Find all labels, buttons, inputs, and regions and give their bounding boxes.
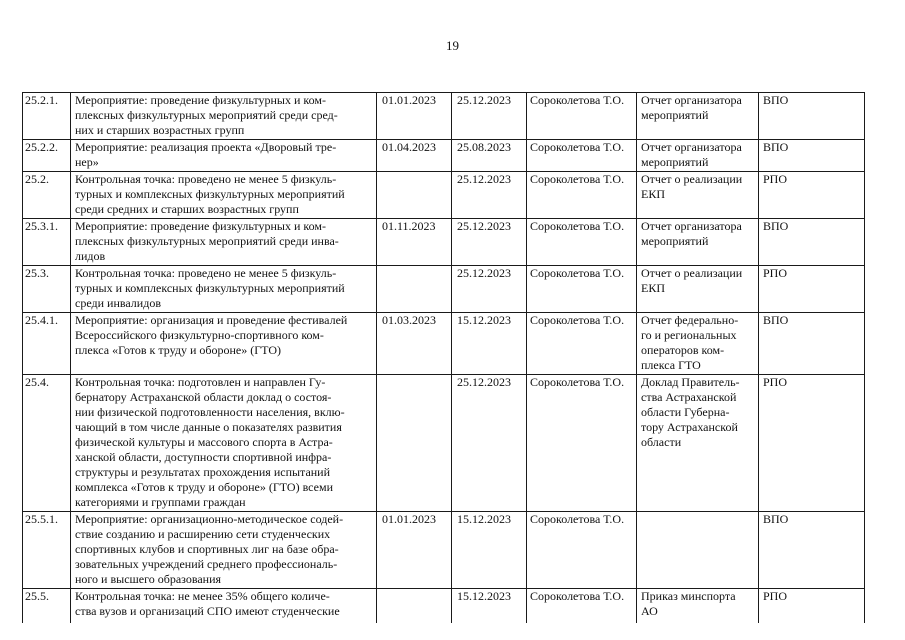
start-date: 01.04.2023 bbox=[377, 140, 452, 172]
table-row bbox=[23, 266, 865, 313]
control-level: ВПО bbox=[759, 93, 865, 140]
end-date: 25.12.2023 bbox=[452, 93, 527, 140]
item-description: Мероприятие: организация и проведение фестивалей Всероссийского физкультурно-спортивного ком- плекса «Готов к труду и обороне» (ГТО) bbox=[71, 313, 377, 375]
start-date: 01.11.2023 bbox=[377, 219, 452, 266]
control-level: РПО bbox=[759, 172, 865, 219]
start-date bbox=[377, 172, 452, 219]
item-code: 25.4. bbox=[23, 375, 71, 512]
item-description: Мероприятие: реализация проекта «Дворовый тре- нер» bbox=[71, 140, 377, 172]
end-date: 25.12.2023 bbox=[452, 219, 527, 266]
start-date: 01.01.2023 bbox=[377, 93, 452, 140]
table-row bbox=[23, 140, 865, 172]
item-code: 25.4.1. bbox=[23, 313, 71, 375]
responsible-person: Сороколетова Т.О. bbox=[527, 375, 637, 512]
control-level: РПО bbox=[759, 266, 865, 313]
control-level: РПО bbox=[759, 589, 865, 623]
item-code: 25.2. bbox=[23, 172, 71, 219]
table-row bbox=[23, 375, 865, 512]
item-code: 25.5.1. bbox=[23, 512, 71, 589]
item-description: Мероприятие: проведение физкультурных и ком- плексных физкультурных мероприятий среди сред- них и старших возрастных групп bbox=[71, 93, 377, 140]
confirming-document: Доклад Правитель- ства Астраханской области Губерна- тору Астраханской области bbox=[637, 375, 759, 512]
start-date bbox=[377, 375, 452, 512]
table-body bbox=[23, 93, 865, 623]
confirming-document: Отчет о реализации ЕКП bbox=[637, 172, 759, 219]
confirming-document: Отчет организатора мероприятий bbox=[637, 93, 759, 140]
responsible-person: Сороколетова Т.О. bbox=[527, 172, 637, 219]
table-row bbox=[23, 313, 865, 375]
responsible-person: Сороколетова Т.О. bbox=[527, 219, 637, 266]
start-date: 01.03.2023 bbox=[377, 313, 452, 375]
end-date: 25.08.2023 bbox=[452, 140, 527, 172]
end-date: 25.12.2023 bbox=[452, 375, 527, 512]
item-code: 25.2.2. bbox=[23, 140, 71, 172]
page-number: 19 bbox=[446, 38, 459, 53]
end-date: 15.12.2023 bbox=[452, 313, 527, 375]
item-code: 25.3.1. bbox=[23, 219, 71, 266]
start-date bbox=[377, 266, 452, 313]
confirming-document bbox=[637, 512, 759, 589]
table-row bbox=[23, 172, 865, 219]
responsible-person: Сороколетова Т.О. bbox=[527, 266, 637, 313]
responsible-person: Сороколетова Т.О. bbox=[527, 512, 637, 589]
start-date: 01.01.2023 bbox=[377, 512, 452, 589]
control-level: ВПО bbox=[759, 140, 865, 172]
item-description: Контрольная точка: проведено не менее 5 физкуль- турных и комплексных физкультурных мероприятий среди средних и старших возрастных групп bbox=[71, 172, 377, 219]
responsible-person: Сороколетова Т.О. bbox=[527, 93, 637, 140]
item-description: Мероприятие: организационно-методическое содей- ствие созданию и расширению сети студенческих спортивных клубов и спортивных лиг на базе обра- зовательных учреждений среднего профессиональ- ного и высшего образования bbox=[71, 512, 377, 589]
confirming-document: Приказ минспорта АО bbox=[637, 589, 759, 623]
responsible-person: Сороколетова Т.О. bbox=[527, 313, 637, 375]
table-row bbox=[23, 512, 865, 589]
responsible-person: Сороколетова Т.О. bbox=[527, 140, 637, 172]
item-description: Мероприятие: проведение физкультурных и ком- плексных физкультурных мероприятий среди инва- лидов bbox=[71, 219, 377, 266]
confirming-document: Отчет федерально- го и региональных операторов ком- плекса ГТО bbox=[637, 313, 759, 375]
item-description: Контрольная точка: проведено не менее 5 физкуль- турных и комплексных физкультурных мероприятий среди инвалидов bbox=[71, 266, 377, 313]
item-code: 25.5. bbox=[23, 589, 71, 623]
item-code: 25.3. bbox=[23, 266, 71, 313]
responsible-person: Сороколетова Т.О. bbox=[527, 589, 637, 623]
end-date: 25.12.2023 bbox=[452, 172, 527, 219]
table-row bbox=[23, 219, 865, 266]
end-date: 15.12.2023 bbox=[452, 512, 527, 589]
item-description: Контрольная точка: не менее 35% общего количе- ства вузов и организаций СПО имеют студенческие bbox=[71, 589, 377, 623]
schedule-table bbox=[22, 92, 865, 623]
item-code: 25.2.1. bbox=[23, 93, 71, 140]
control-level: ВПО bbox=[759, 313, 865, 375]
control-level: ВПО bbox=[759, 512, 865, 589]
control-level: ВПО bbox=[759, 219, 865, 266]
end-date: 25.12.2023 bbox=[452, 266, 527, 313]
confirming-document: Отчет организатора мероприятий bbox=[637, 219, 759, 266]
control-level: РПО bbox=[759, 375, 865, 512]
table-row bbox=[23, 93, 865, 140]
table-row bbox=[23, 589, 865, 623]
start-date bbox=[377, 589, 452, 623]
confirming-document: Отчет организатора мероприятий bbox=[637, 140, 759, 172]
end-date: 15.12.2023 bbox=[452, 589, 527, 623]
item-description: Контрольная точка: подготовлен и направлен Гу- бернатору Астраханской области доклад о состоя- нии физической подготовленности населения, вклю- чающий в том числе данные о показателях развития физической культуры и массового спорта в Астра- ханской области, доступности спортивной инфра- структуры и результатах прохождения испытаний комплекса «Готов к труду и обороне» (ГТО) всеми категориями и группами граждан bbox=[71, 375, 377, 512]
confirming-document: Отчет о реализации ЕКП bbox=[637, 266, 759, 313]
